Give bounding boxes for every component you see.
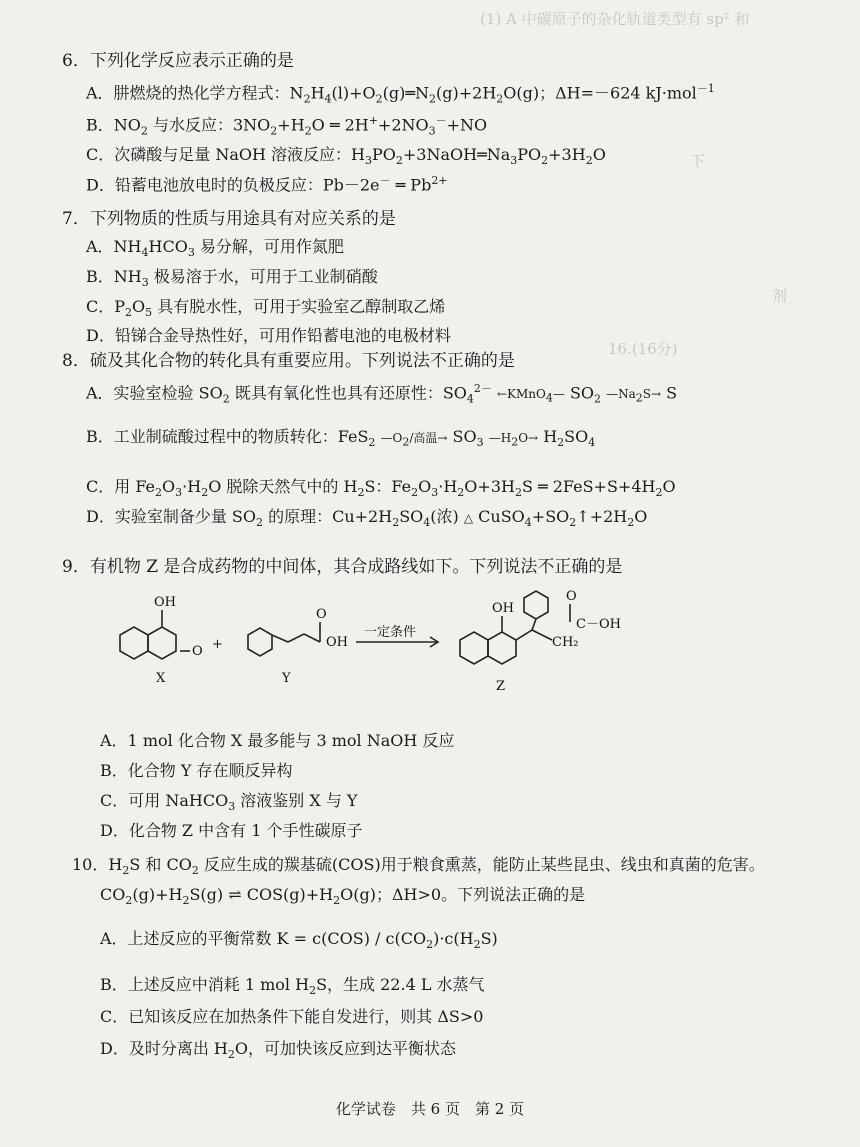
reaction-condition: 一定条件 xyxy=(364,625,417,640)
z-oh-label: OH xyxy=(492,601,514,616)
question-8-option-b: B．工业制硫酸过程中的物质转化：FeS$_2$ $—O_2/$高温→ $SO_3$ $—H_2O\to H_2SO_4$ xyxy=(86,427,596,450)
z-o-label: O xyxy=(566,589,577,604)
y-o-label: O xyxy=(316,607,327,622)
question-7-option-c: C．$P_2O_5$ 具有脱水性，可用于实验室乙醇制取乙烯 xyxy=(86,297,446,320)
question-7-stem: 7．下列物质的性质与用途具有对应关系的是 xyxy=(62,209,396,229)
question-10-option-b: B．上述反应中消耗 1 mol $H_2S$，生成 22.4 L 水蒸气 xyxy=(100,975,485,998)
question-6-option-a: A．肼燃烧的热化学方程式：$N_2H_4(l)+O_2(g)═N_2(g)+2H_2O(g)$；ΔH=－624 kJ·mol$^{-1}$ xyxy=(86,82,715,106)
y-oh-label: OH xyxy=(326,635,348,650)
compound-x-label: X xyxy=(156,671,166,686)
question-7-option-d: D．铅锑合金导热性好，可用作铅蓄电池的电极材料 xyxy=(86,326,451,345)
question-10-stem: 10．$H_2S$ 和 $CO_2$ 反应生成的羰基硫(COS)用于粮食熏蒸，能防止某些昆虫、线虫和真菌的危害。 xyxy=(72,855,765,878)
question-7-option-a: A．$NH_4HCO_3$ 易分解，可用作氮肥 xyxy=(86,237,344,260)
question-6-option-c: C．次磷酸与足量 NaOH 溶液反应：$H_3PO_2+3NaOH═Na_3PO_2+3H_2O$ xyxy=(86,145,606,168)
question-6-stem: 6．下列化学反应表示正确的是 xyxy=(62,51,294,71)
bleed-through-text: 16.(16分) xyxy=(608,340,678,358)
question-10-equation: $CO_2(g)+H_2S(g)$ ⇌ $COS(g)+H_2O(g)$；ΔH>0。下列说法正确的是 xyxy=(100,885,586,908)
question-9-stem: 9．有机物 Z 是合成药物的中间体，其合成路线如下。下列说法不正确的是 xyxy=(62,557,623,577)
page-footer: 化学试卷 共 6 页 第 2 页 xyxy=(335,1100,525,1118)
bleed-through-text: 下 xyxy=(690,152,706,170)
question-9-option-d: D．化合物 Z 中含有 1 个手性碳原子 xyxy=(100,821,363,840)
question-8-stem: 8．硫及其化合物的转化具有重要应用。下列说法不正确的是 xyxy=(62,351,515,371)
bleed-through-text: 剂 xyxy=(772,287,788,305)
compound-z-label: Z xyxy=(496,679,506,694)
bleed-through-text: (1) A 中碳原子的杂化轨道类型有 sp² 和 xyxy=(480,10,750,28)
question-6-option-b: B．$NO_2$ 与水反应：$3NO_2+H_2O$ ═ $2H^++2NO_3^-+NO$ xyxy=(86,114,488,138)
z-ch2-label: CH₂ xyxy=(552,635,579,650)
question-8-option-c: C．用 $Fe_2O_3\cdot H_2O$ 脱除天然气中的 $H_2S$：$Fe_2O_3\cdot H_2O+3H_2S$ ═ $2FeS+S+4H_2O$ xyxy=(86,477,676,500)
synthesis-scheme xyxy=(100,580,660,700)
question-8-option-d: D．实验室制备少量 $SO_2$ 的原理：$Cu+2H_2SO_4$(浓) △ $CuSO_4+SO_2↑+2H_2O$ xyxy=(86,507,648,530)
z-cooh-label: C－OH xyxy=(576,617,621,632)
x-o-label: O xyxy=(192,644,203,659)
question-10-option-d: D．及时分离出 $H_2O$，可加快该反应到达平衡状态 xyxy=(100,1039,456,1062)
question-10-option-a: A．上述反应的平衡常数 $K = c(COS) / c(CO_2)\cdot c(H_2S)$ xyxy=(100,929,498,952)
question-9-option-c: C．可用 NaHCO$_3$ 溶液鉴别 X 与 Y xyxy=(100,791,358,814)
plus-sign: + xyxy=(212,637,223,652)
compound-y-label: Y xyxy=(282,671,291,686)
question-7-option-b: B．$NH_3$ 极易溶于水，可用于工业制硝酸 xyxy=(86,267,378,290)
question-9-option-a: A．1 mol 化合物 X 最多能与 3 mol NaOH 反应 xyxy=(100,731,455,750)
x-oh-label: OH xyxy=(154,595,176,610)
question-9-option-b: B．化合物 Y 存在顺反异构 xyxy=(100,761,293,780)
question-6-option-d: D．铅蓄电池放电时的负极反应：Pb－2e－ ═ $Pb^{2+}$ xyxy=(86,174,448,195)
question-8-option-a: A．实验室检验 $SO_2$ 既具有氧化性也具有还原性：$SO_4^{2-}$ ←KMnO$_4$— $SO_2$ $—Na_2S\to S$ xyxy=(86,382,678,406)
question-10-option-c: C．已知该反应在加热条件下能自发进行，则其 ΔS>0 xyxy=(100,1007,484,1026)
